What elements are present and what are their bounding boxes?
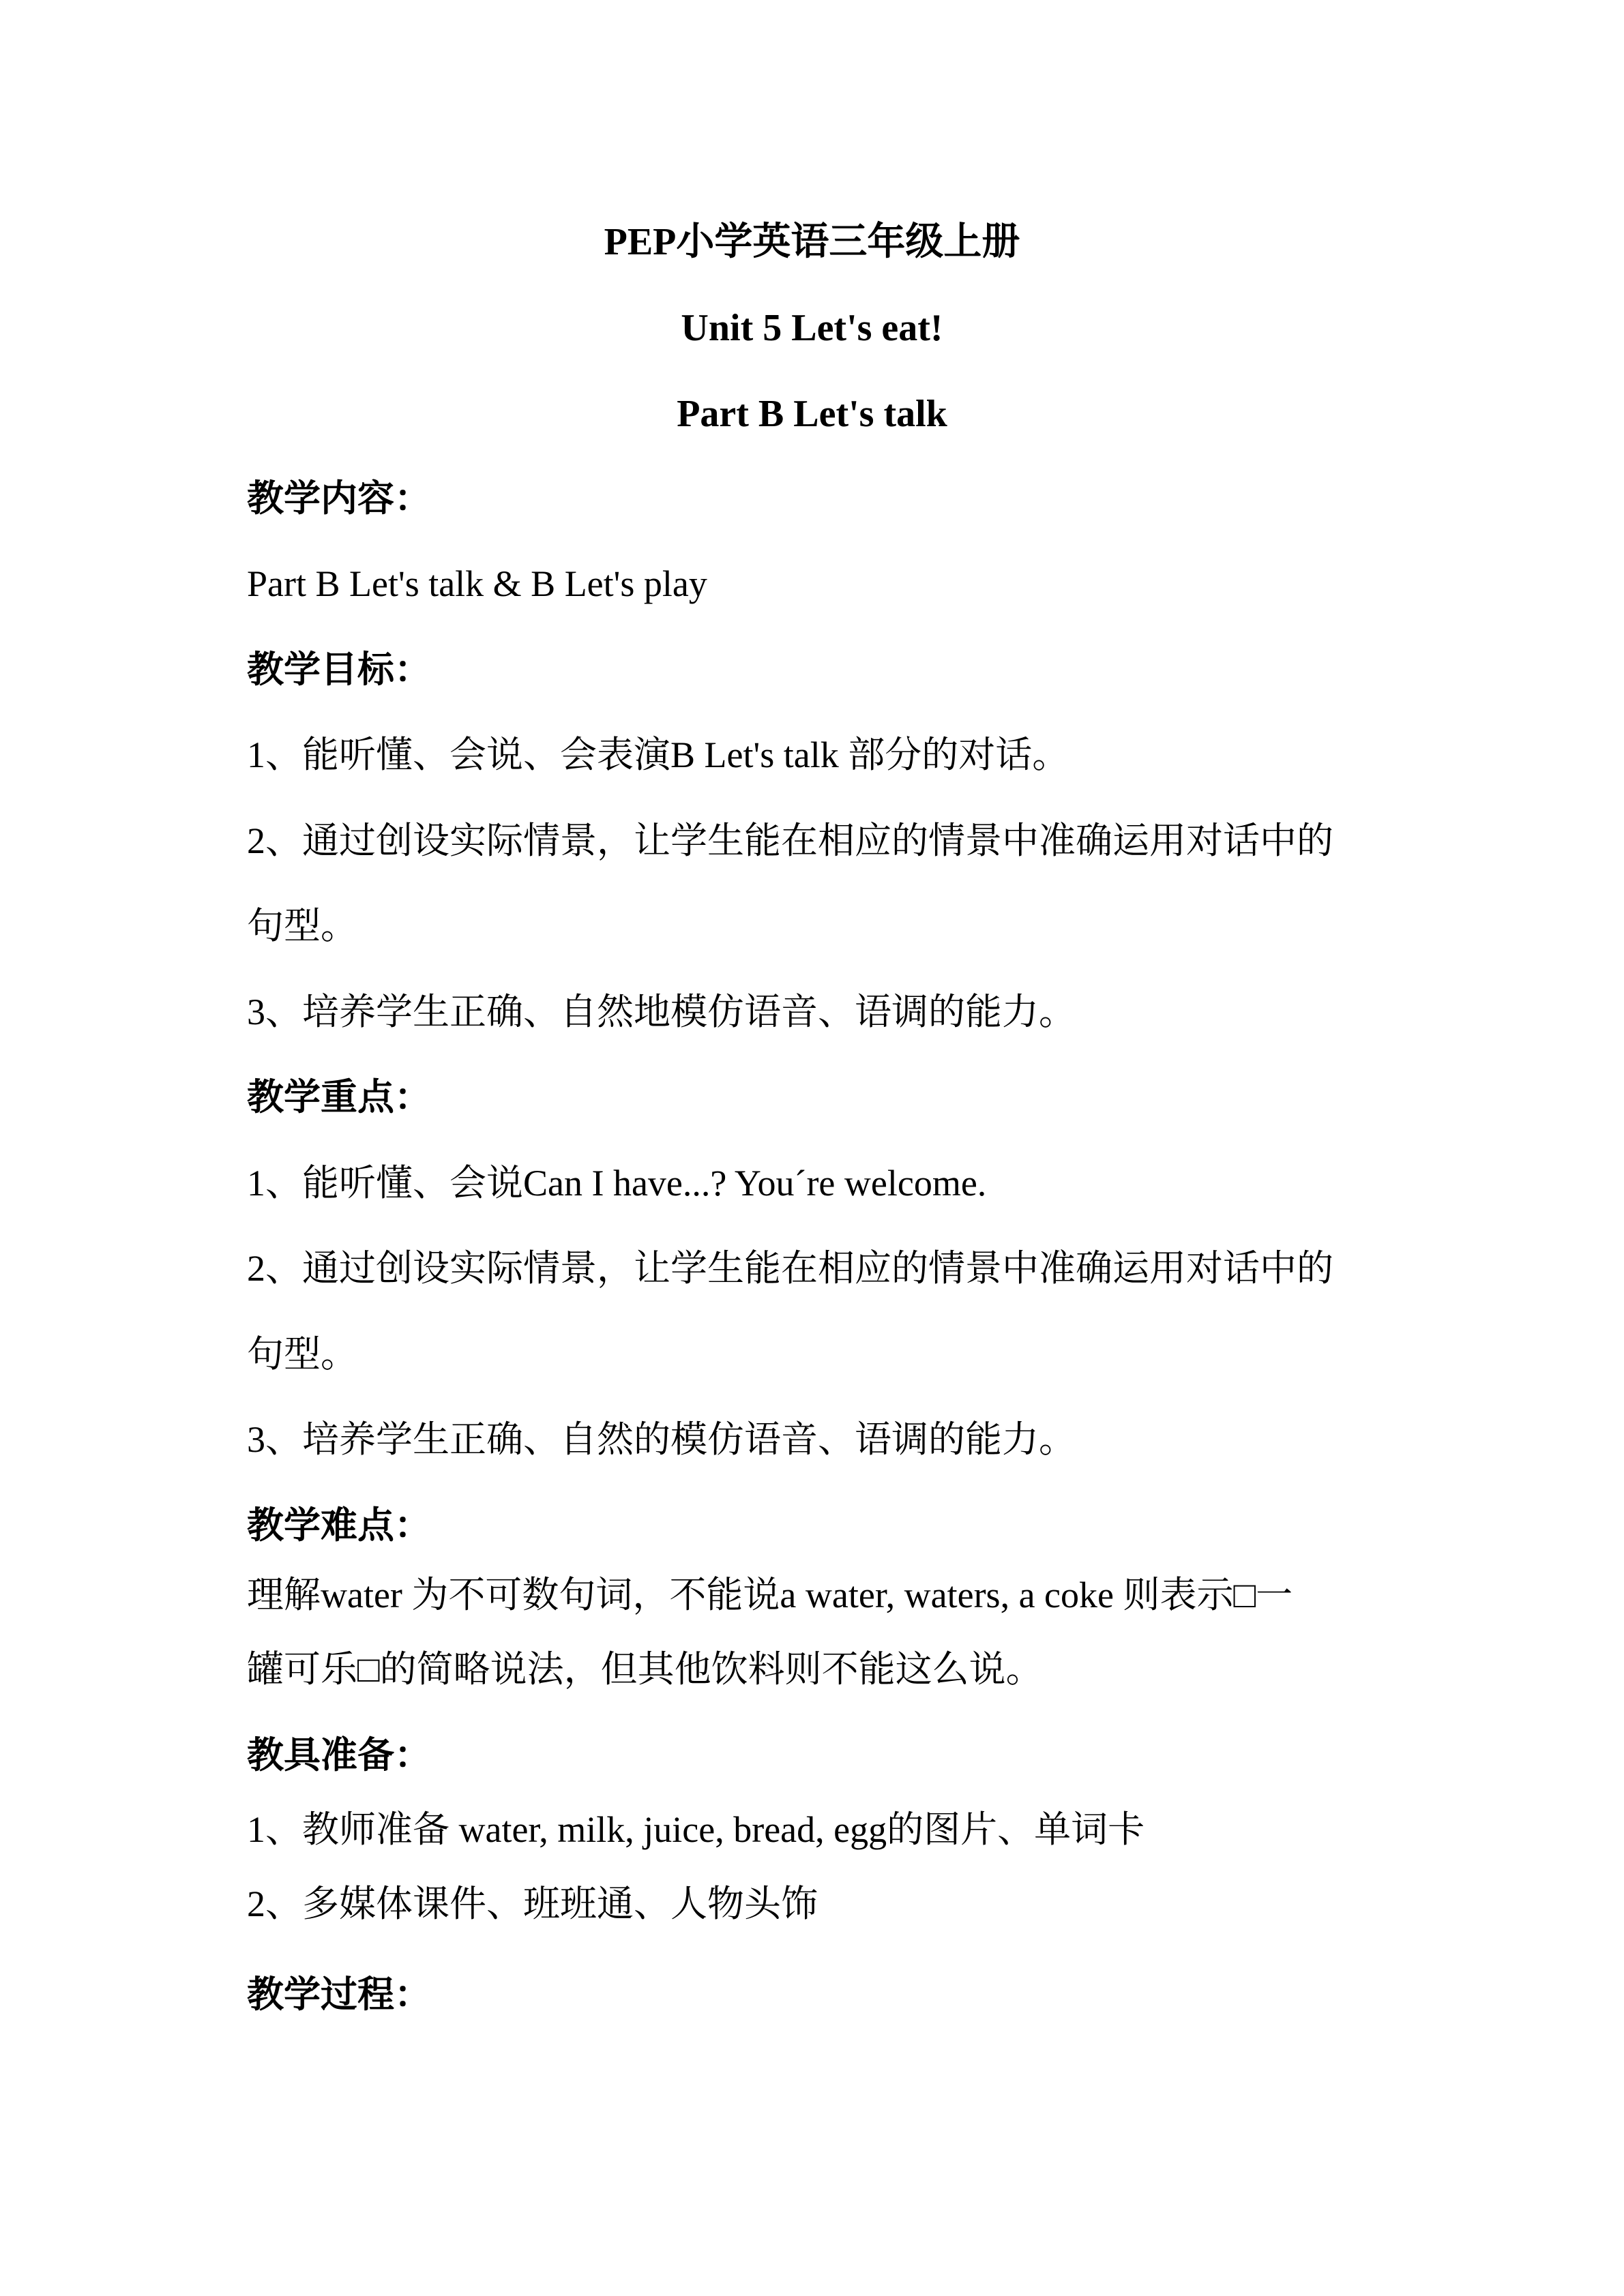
difficulties-heading: 教学难点：: [247, 1505, 431, 1546]
difficulty-line-2: 罐可乐□的简略说法，但其他饮料则不能这么说。: [247, 1649, 1043, 1690]
content-text: Part B Let's talk & B Let's play: [247, 563, 707, 604]
key-point-item-2-line-2: 句型。: [247, 1334, 357, 1375]
content-heading: 教学内容：: [247, 478, 431, 519]
key-point-item-3: 3、培养学生正确、自然的模仿语音、语调的能力。: [247, 1419, 1076, 1460]
objective-item-2-line-2: 句型。: [247, 906, 357, 946]
objective-item-3: 3、培养学生正确、自然地模仿语音、语调的能力。: [247, 992, 1076, 1032]
process-heading: 教学过程：: [247, 1974, 431, 2015]
objectives-heading: 教学目标：: [247, 649, 431, 690]
key-point-item-1: 1、能听懂、会说Can I have...? You´re welcome.: [247, 1163, 987, 1204]
objective-item-2-line-1: 2、通过创设实际情景，让学生能在相应的情景中准确运用对话中的: [247, 820, 1333, 861]
preparation-item-2: 2、多媒体课件、班班通、人物头饰: [247, 1883, 818, 1924]
preparation-heading: 教具准备：: [247, 1735, 431, 1776]
unit-title: Unit 5 Let's eat!: [681, 307, 943, 349]
document-title: PEP小学英语三年级上册: [604, 221, 1020, 263]
difficulty-line-1: 理解water 为不可数句词，不能说a water, waters, a coke 则表示□一: [247, 1575, 1293, 1615]
key-point-item-2-line-1: 2、通过创设实际情景，让学生能在相应的情景中准确运用对话中的: [247, 1248, 1333, 1289]
objective-item-1: 1、能听懂、会说、会表演B Let's talk 部分的对话。: [247, 734, 1069, 775]
key-points-heading: 教学重点：: [247, 1077, 431, 1118]
part-title: Part B Let's talk: [677, 393, 947, 435]
preparation-item-1: 1、教师准备 water, milk, juice, bread, egg的图片、单词卡: [247, 1809, 1145, 1850]
